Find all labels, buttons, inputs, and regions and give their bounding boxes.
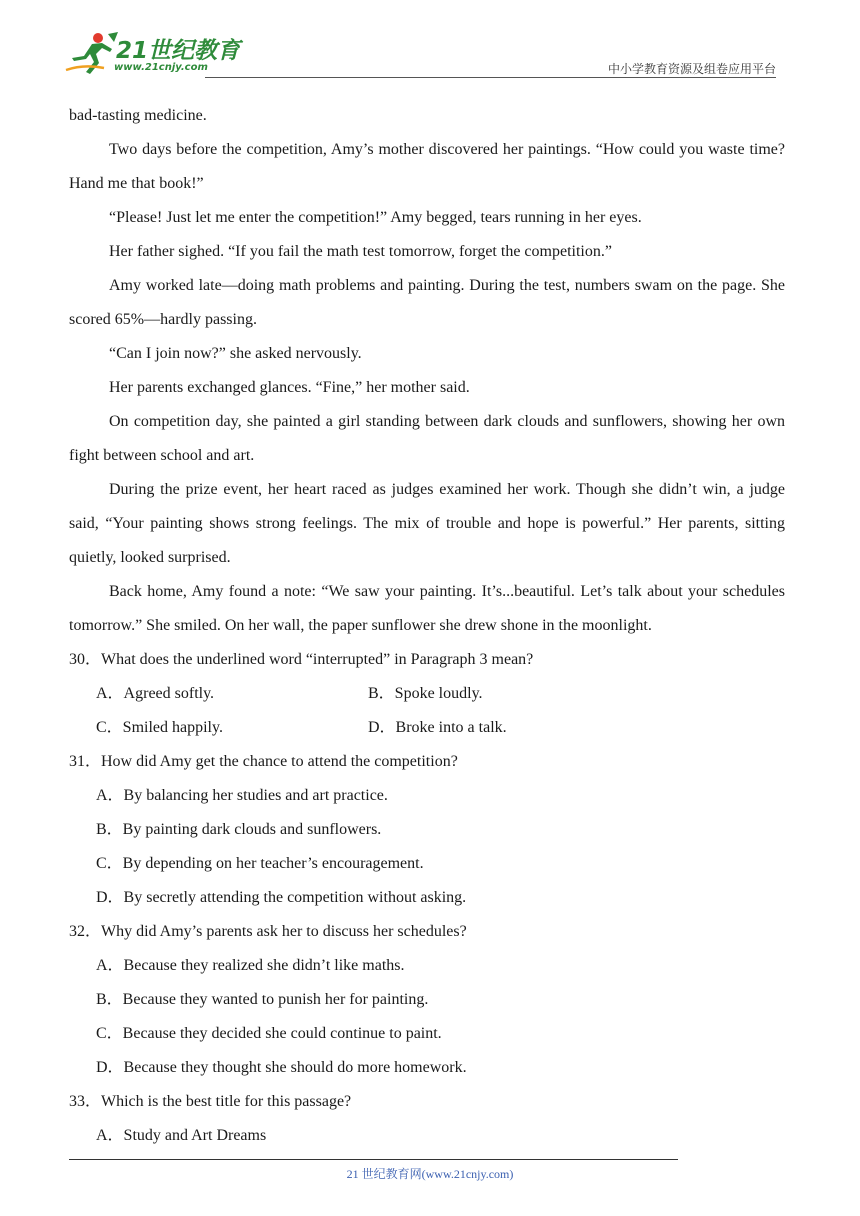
- option-d: D．Broke into a talk.: [368, 719, 507, 736]
- option-b: B．By painting dark clouds and sunflowers.: [96, 821, 382, 838]
- option-d: D．Because they thought she should do more homework.: [96, 1059, 467, 1076]
- page-footer: 21 世纪教育网(www.21cnjy.com): [346, 1167, 514, 1181]
- option-c: C．Smiled happily.: [96, 719, 223, 736]
- passage-paragraph: Two days before the competition, Amy’s mother discovered her paintings. “How could you waste time? Hand me that book!”: [69, 141, 785, 192]
- reading-passage: [69, 99, 785, 643]
- question-stem: 31．How did Amy get the chance to attend the competition?: [69, 753, 458, 770]
- question-32: [69, 915, 785, 1085]
- passage-paragraph: Back home, Amy found a note: “We saw your painting. It’s...beautiful. Let’s talk about your schedules tomorrow.” She smiled. On her wall, the paper sunflower she drew shone in the moonlight.: [69, 583, 785, 634]
- runner-logo-icon: [64, 30, 120, 76]
- passage-paragraph: Her parents exchanged glances. “Fine,” her mother said.: [109, 379, 470, 396]
- passage-paragraph: bad-tasting medicine.: [69, 107, 207, 124]
- document-body: [69, 99, 785, 1153]
- option-a: A．By balancing her studies and art practice.: [96, 787, 388, 804]
- option-a: A．Because they realized she didn’t like maths.: [96, 957, 405, 974]
- footer-divider: [69, 1159, 678, 1160]
- question-30: [69, 643, 785, 745]
- page-header: [0, 0, 860, 80]
- passage-paragraph: Her father sighed. “If you fail the math test tomorrow, forget the competition.”: [109, 243, 612, 260]
- site-slogan: 中小学教育资源及组卷应用平台: [607, 62, 776, 76]
- option-a: A．Agreed softly.: [96, 685, 215, 702]
- option-b: B．Because they wanted to punish her for painting.: [96, 991, 429, 1008]
- question-stem: 33．Which is the best title for this passage?: [69, 1093, 352, 1110]
- option-row: [69, 677, 785, 711]
- question-33: [69, 1085, 785, 1153]
- question-stem: 30．What does the underlined word “interrupted” in Paragraph 3 mean?: [69, 651, 534, 668]
- logo-text: 21世纪教育: [116, 38, 241, 64]
- passage-paragraph: On competition day, she painted a girl standing between dark clouds and sunflowers, showing her own fight between school and art.: [69, 413, 785, 464]
- option-row: [69, 711, 785, 745]
- passage-paragraph: During the prize event, her heart raced as judges examined her work. Though she didn’t win, a judge said, “Your painting shows strong feelings. The mix of trouble and hope is powerful.” Her parents, sitting quietly, looked surprised.: [69, 481, 785, 566]
- question-stem: 32．Why did Amy’s parents ask her to discuss her schedules?: [69, 923, 467, 940]
- site-logo: [64, 30, 241, 80]
- passage-paragraph: “Can I join now?” she asked nervously.: [109, 345, 362, 362]
- option-c: C．Because they decided she could continue to paint.: [96, 1025, 442, 1042]
- question-31: [69, 745, 785, 915]
- option-a: A．Study and Art Dreams: [96, 1127, 267, 1144]
- logo-url: www.21cnjy.com: [114, 62, 208, 73]
- passage-paragraph: “Please! Just let me enter the competition!” Amy begged, tears running in her eyes.: [109, 209, 642, 226]
- option-b: B．Spoke loudly.: [368, 685, 483, 702]
- option-c: C．By depending on her teacher’s encouragement.: [96, 855, 424, 872]
- option-d: D．By secretly attending the competition without asking.: [96, 889, 467, 906]
- passage-paragraph: Amy worked late—doing math problems and painting. During the test, numbers swam on the page. She scored 65%—hardly passing.: [69, 277, 785, 328]
- header-divider: [205, 77, 776, 78]
